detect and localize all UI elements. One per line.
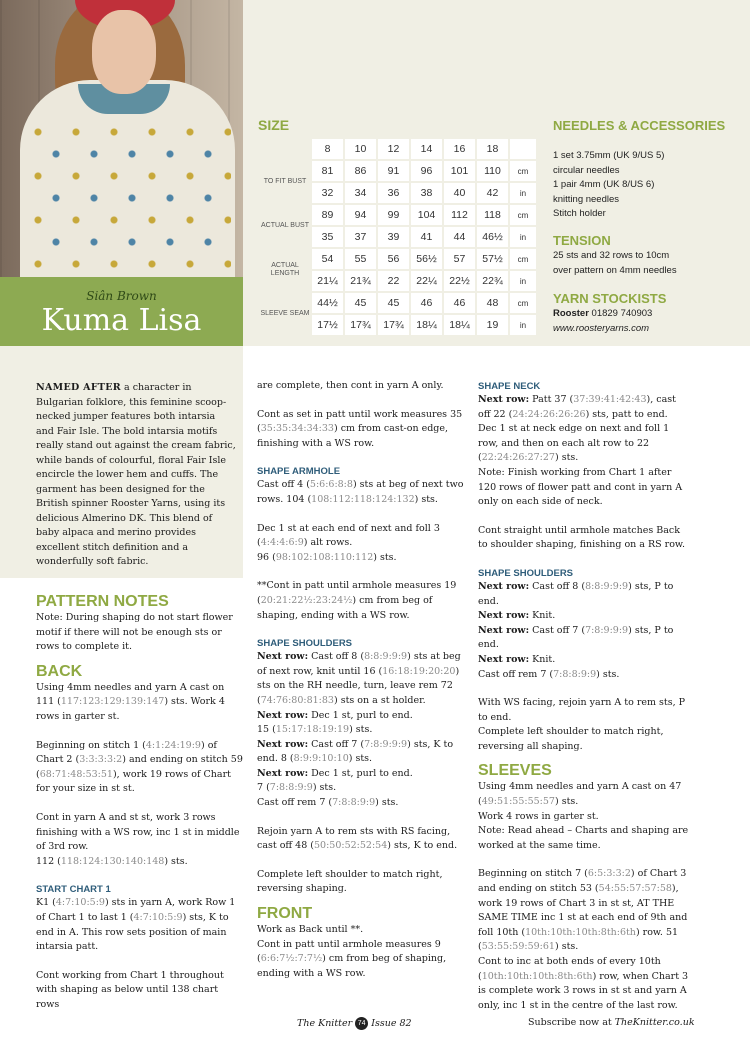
size-cell: 38 — [411, 183, 442, 203]
front-shoulders-row-1: Next row: Cast off 8 (8:8:9:9:9) sts, P to end. — [478, 580, 674, 607]
front-shoulders-row-4: Next row: Knit. — [478, 653, 556, 665]
back-para-1: Using 4mm needles and yarn A cast on 111 (117:123:129:139:147) sts. Work 4 rows in garter st. — [36, 681, 225, 722]
size-cell: 12 — [378, 139, 409, 159]
size-unit: cm — [510, 293, 536, 313]
tension-heading: TENSION — [553, 233, 611, 248]
size-unit: cm — [510, 249, 536, 269]
front-shoulders-para-7: Complete left shoulder to match right, reversing all shaping. — [478, 726, 664, 752]
size-row-label: ACTUAL BUST — [261, 222, 309, 229]
needles-text: 1 set 3.75mm (UK 9/US 5) circular needles 1 pair 4mm (UK 8/US 6) knitting needles Stitch holder — [553, 150, 665, 219]
size-cell: 37 — [345, 227, 376, 247]
page-number: 74 — [355, 1017, 368, 1030]
size-unit: cm — [510, 205, 536, 225]
size-cell: 36 — [378, 183, 409, 203]
size-heading: SIZE — [258, 117, 290, 133]
size-unit: in — [510, 183, 536, 203]
front-heading: FRONT — [257, 905, 313, 923]
shoulders-row-1: Next row: Cast off 8 (8:8:9:9:9) sts at beg of next row, knit until 16 (16:18:19:20:20) sts on the RH needle, turn, leave rem 72 (74:76:80:81:83) sts on a st holder. — [257, 651, 461, 706]
size-cell: 18¼ — [411, 315, 442, 335]
shoulders-row-3: Next row: Cast off 7 (7:8:9:9:9) sts, K to end. 8 (8:9:9:10:10) sts. — [257, 738, 454, 765]
shoulders-row-4: Next row: Dec 1 st, purl to end. 7 (7:8:8:9:9) sts. — [257, 767, 413, 794]
front-shoulders-row-5: Cast off rem 7 (7:8:8:9:9) sts. — [478, 668, 620, 680]
size-unit: in — [510, 227, 536, 247]
needles-heading: NEEDLES & ACCESSORIES — [553, 118, 726, 133]
size-cell: 44½ — [312, 293, 343, 313]
size-cell: 110 — [477, 161, 508, 181]
size-cell: 40 — [444, 183, 475, 203]
footer-magazine: The Knitter 74 Issue 82 — [297, 1018, 412, 1029]
front-shoulders-row-3: Next row: Cast off 7 (7:8:9:9:9) sts, P to end. — [478, 624, 674, 651]
size-row — [260, 249, 536, 269]
size-row — [260, 293, 536, 313]
size-cell: 44 — [444, 227, 475, 247]
footer-subscribe: Subscribe now at TheKnitter.co.uk — [528, 1017, 695, 1028]
size-cell: 16 — [444, 139, 475, 159]
size-cell: 46 — [444, 293, 475, 313]
sleeves-para-2: Beginning on stitch 7 (6:5:3:3:2) of Chart 3 and ending on stitch 53 (54:55:57:57:58), work 19 rows of Chart 3 in st st, AT THE SAME TIME inc 1 st at each end of 9th and foll 10th (10th:10th:10th:8th:6th) row. 51 (53:55:59:59:61) sts. — [478, 868, 688, 953]
size-cell: 55 — [345, 249, 376, 269]
size-cell: 96 — [411, 161, 442, 181]
col2-para-2: Cont as set in patt until work measures 35 (35:35:34:34:33) cm from cast-on edge, finishing with a WS row. — [257, 408, 463, 449]
start-chart-para-1: K1 (4:7:10:5:9) sts in yarn A, work Row 1 of Chart 1 to last 1 (4:7:10:5:9) sts, K to end in A. This row sets position of main intarsia patt. — [36, 897, 236, 953]
size-cell: 56 — [378, 249, 409, 269]
title-box — [0, 277, 243, 346]
neck-row-1: Next row: Patt 37 (37:39:41:42:43), cast off 22 (24:24:26:26:26) sts, patt to end. — [478, 394, 676, 420]
size-cell: 99 — [378, 205, 409, 225]
sleeves-heading: SLEEVES — [478, 762, 552, 780]
size-row-label: TO FIT BUST — [263, 178, 307, 185]
size-unit: cm — [510, 161, 536, 181]
size-cell: 18¼ — [444, 315, 475, 335]
shape-shoulders-heading: SHAPE SHOULDERS — [257, 638, 353, 650]
footer-site-link[interactable]: TheKnitter.co.uk — [614, 1017, 695, 1028]
pattern-notes-heading: PATTERN NOTES — [36, 593, 169, 610]
size-cell: 14 — [411, 139, 442, 159]
size-cell: 46½ — [477, 227, 508, 247]
size-cell: 17½ — [312, 315, 343, 335]
size-cell: 57 — [444, 249, 475, 269]
size-cell: 112 — [444, 205, 475, 225]
shoulders-para-6: Rejoin yarn A to rem sts with RS facing, cast off 48 (50:50:52:52:54) sts, K to end. — [257, 825, 458, 852]
front-shoulders-para-6: With WS facing, rejoin yarn A to rem sts, P to end. — [478, 697, 686, 723]
model-photo — [0, 0, 243, 277]
col2-cont: are complete, then cont in yarn A only. — [257, 380, 444, 391]
stockists-text: Rooster 01829 740903 www.roosteryarns.com — [553, 308, 653, 334]
size-cell: 22¾ — [477, 271, 508, 291]
size-cell: 81 — [312, 161, 343, 181]
size-table — [258, 137, 538, 337]
size-cell: 22 — [378, 271, 409, 291]
size-cell: 17¾ — [378, 315, 409, 335]
sleeves-para-3: Cont to inc at both ends of every 10th (10th:10th:10th:8th:6th) row, when Chart 3 is complete work 3 rows in st st and yarn A only, inc 1 st in the centre of the last row. — [478, 956, 689, 1011]
shoulders-row-5: Cast off rem 7 (7:8:8:9:9) sts. — [257, 797, 399, 809]
column-3 — [478, 380, 690, 1013]
size-cell: 21¼ — [312, 271, 343, 291]
size-cell: 89 — [312, 205, 343, 225]
size-row — [260, 205, 536, 225]
neck-para-2: Dec 1 st at neck edge on next and foll 1 row, and then on each alt row to 22 (22:24:26:27:27) sts. — [478, 423, 670, 464]
tension-text: 25 sts and 32 rows to 10cm over pattern on 4mm needles — [553, 250, 677, 276]
size-cell: 10 — [345, 139, 376, 159]
size-cell: 91 — [378, 161, 409, 181]
size-cell: 22¼ — [411, 271, 442, 291]
pattern-notes-text: Note: During shaping do not start flower motif if there will not be enough sts or rows to complete it. — [36, 612, 233, 653]
size-cell: 94 — [345, 205, 376, 225]
size-cell: 45 — [345, 293, 376, 313]
size-cell: 104 — [411, 205, 442, 225]
front-para-2: Cont in patt until armhole measures 9 (6:6:7½:7:7½) cm from beg of shaping, ending with a WS row. — [257, 938, 447, 979]
size-cell: 19 — [477, 315, 508, 335]
back-para-2: Beginning on stitch 1 (4:1:24:19:9) of Chart 2 (3:3:3:3:2) and ending on stitch 59 (68:71:48:53:51), work 19 rows of Chart for your size in st st. — [36, 739, 243, 795]
stockist-url[interactable]: www.roosteryarns.com — [553, 322, 650, 334]
back-heading: BACK — [36, 662, 83, 680]
size-cell: 21¾ — [345, 271, 376, 291]
back-para-3: Cont in yarn A and st st, work 3 rows finishing with a WS row, inc 1 st in middle of 3rd row. 112 (118:124:130:140:148) sts. — [36, 811, 240, 867]
size-row-label — [260, 139, 310, 159]
size-cell: 56½ — [411, 249, 442, 269]
size-cell: 57½ — [477, 249, 508, 269]
size-cell: 46 — [411, 293, 442, 313]
size-cell: 118 — [477, 205, 508, 225]
front-para-1: Work as Back until **. — [257, 924, 364, 936]
size-cell: 34 — [345, 183, 376, 203]
size-cell: 101 — [444, 161, 475, 181]
size-unit — [510, 139, 536, 159]
size-unit: in — [510, 271, 536, 291]
size-row-label: ACTUAL LENGTH — [270, 262, 300, 277]
shoulders-para-7: Complete left shoulder to match right, reversing shaping. — [257, 868, 443, 895]
size-cell: 32 — [312, 183, 343, 203]
intro-text: NAMED AFTER a character in Bulgarian folklore, this feminine scoop-necked jumper features both intarsia and Fair Isle. The bold intarsia motifs really stand out against the cream fabric, while bands of colourful, floral Fair Isle encircle the lower hem and cuffs. The garment has been designed for the British spinner Rooster Yarns, using its delicious Almerino DK. This blend of baby alpaca and merino provides excellent stitch definition and a wonderfully soft fabric. — [36, 382, 236, 567]
size-cell: 39 — [378, 227, 409, 247]
size-cell: 54 — [312, 249, 343, 269]
size-cell: 45 — [378, 293, 409, 313]
start-chart-heading: START CHART 1 — [36, 884, 111, 896]
column-1 — [36, 593, 243, 1012]
armhole-para-3: **Cont in patt until armhole measures 19 (20:21:22½:23:24½) cm from beg of shaping, ending with a WS row. — [257, 580, 457, 621]
start-chart-para-2: Cont working from Chart 1 throughout with shaping as below until 138 chart rows — [36, 969, 224, 1010]
neck-para-3: Note: Finish working from Chart 1 after 120 rows of flower patt and cont in yarn A only on each side of neck. — [478, 466, 683, 508]
shape-neck-heading: SHAPE NECK — [478, 381, 541, 392]
shape-armhole-heading: SHAPE ARMHOLE — [257, 466, 341, 478]
size-cell: 48 — [477, 293, 508, 313]
size-row — [260, 161, 536, 181]
armhole-para-1: Cast off 4 (5:6:6:8:8) sts at beg of next two rows. 104 (108:112:118:124:132) sts. — [257, 479, 464, 505]
size-cell: 35 — [312, 227, 343, 247]
stockists-heading: YARN STOCKISTS — [553, 291, 667, 306]
size-cell: 18 — [477, 139, 508, 159]
pattern-title: Kuma Lisa — [41, 303, 202, 338]
size-row-label: SLEEVE SEAM — [260, 310, 310, 317]
column-2 — [257, 379, 465, 981]
front-shoulders-heading: SHAPE SHOULDERS — [478, 567, 574, 579]
size-cell: 17¾ — [345, 315, 376, 335]
size-cell: 8 — [312, 139, 343, 159]
author-name: Siân Brown — [86, 289, 157, 303]
shoulders-row-2: Next row: Dec 1 st, purl to end. 15 (15:17:18:19:19) sts. — [257, 709, 413, 736]
size-unit: in — [510, 315, 536, 335]
size-cell: 22½ — [444, 271, 475, 291]
armhole-para-2: Dec 1 st at each end of next and foll 3 (4:4:4:6:9) alt rows. 96 (98:102:108:110:112) sts. — [257, 522, 440, 563]
sleeves-para-1: Using 4mm needles and yarn A cast on 47 (49:51:55:55:57) sts. Work 4 rows in garter st. Note: Read ahead – Charts and shaping are worked at the same time. — [478, 781, 689, 851]
size-row — [260, 139, 536, 159]
neck-para-4: Cont straight until armhole matches Back to shoulder shaping, finishing on a RS row. — [478, 524, 685, 551]
front-shoulders-row-2: Next row: Knit. — [478, 610, 556, 622]
size-cell: 86 — [345, 161, 376, 181]
size-cell: 42 — [477, 183, 508, 203]
size-cell: 41 — [411, 227, 442, 247]
